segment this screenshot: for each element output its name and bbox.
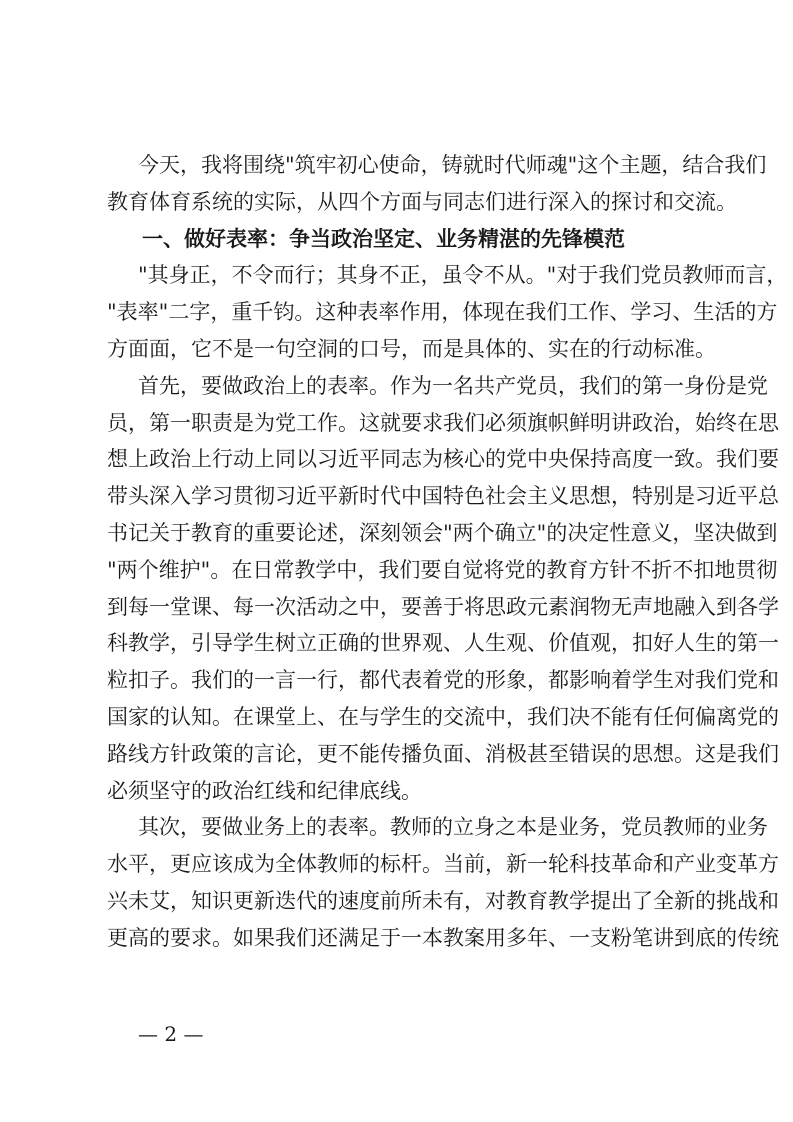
text-line: 其次，要做业务上的表率。教师的立身之本是业务，党员教师的业务 (138, 815, 768, 840)
text-line: 带头深入学习贯彻习近平新时代中国特色社会主义思想，特别是习近平总 (107, 484, 779, 509)
text-line: 今天，我将围绕"筑牢初心使命，铸就时代师魂"这个主题，结合我们 (138, 153, 767, 177)
text-line: 员，第一职责是为党工作。这就要求我们必须旗帜鲜明讲政治，始终在思 (107, 410, 779, 435)
text-line: 国家的认知。在课堂上、在与学生的交流中，我们决不能有任何偏离党的 (107, 704, 779, 729)
paragraph (107, 809, 779, 956)
document-body (107, 147, 788, 957)
text-line: "其身正，不令而行；其身不正，虽令不从。"对于我们党员教师而言， (138, 263, 788, 288)
text-line: 教育体育系统的实际，从四个方面与同志们进行深入的探讨和交流。 (107, 189, 737, 214)
text-line: 科教学，引导学生树立正确的世界观、人生观、价值观，扣好人生的第一 (107, 631, 779, 656)
text-line: "两个维护"。在日常教学中，我们要自觉将党的教育方针不折不扣地贯彻 (107, 557, 778, 582)
paragraph (107, 257, 788, 367)
text-line: 到每一堂课、每一次活动之中，要善于将思政元素润物无声地融入到各学 (107, 594, 779, 619)
text-line: 必须坚守的政治红线和纪律底线。 (107, 778, 422, 803)
text-line: 首先，要做政治上的表率。作为一名共产党员，我们的第一身份是党 (138, 373, 768, 398)
section-heading (107, 221, 701, 258)
text-line: 书记关于教育的重要论述，深刻领会"两个确立"的决定性意义，坚决做到 (107, 520, 778, 545)
text-line: 更高的要求。如果我们还满足于一本教案用多年、一支粉笔讲到底的传统 (107, 925, 779, 950)
text-line: "表率"二字，重千钧。这种表率作用，体现在我们工作、学习、生活的方 (107, 300, 778, 325)
paragraph (107, 147, 767, 221)
text-line: 方面面，它不是一句空洞的口号，而是具体的、实在的行动标准。 (107, 336, 716, 361)
text-line: 水平，更应该成为全体教师的标杆。当前，新一轮科技革命和产业变革方 (107, 852, 779, 877)
text-line: 想上政治上行动上同以习近平同志为核心的党中央保持高度一致。我们要 (107, 447, 779, 472)
paragraph (107, 368, 779, 810)
text-line: 粒扣子。我们的一言一行，都代表着党的形象，都影响着学生对我们党和 (107, 668, 779, 693)
text-line: 路线方针政策的言论，更不能传播负面、消极甚至错误的思想。这是我们 (107, 741, 779, 766)
text-line: 一、做好表率：争当政治坚定、业务精湛的先锋模范 (142, 226, 625, 251)
page-number: — 2 — (138, 1022, 204, 1046)
text-line: 兴未艾，知识更新迭代的速度前所未有，对教育教学提出了全新的挑战和 (107, 888, 779, 913)
